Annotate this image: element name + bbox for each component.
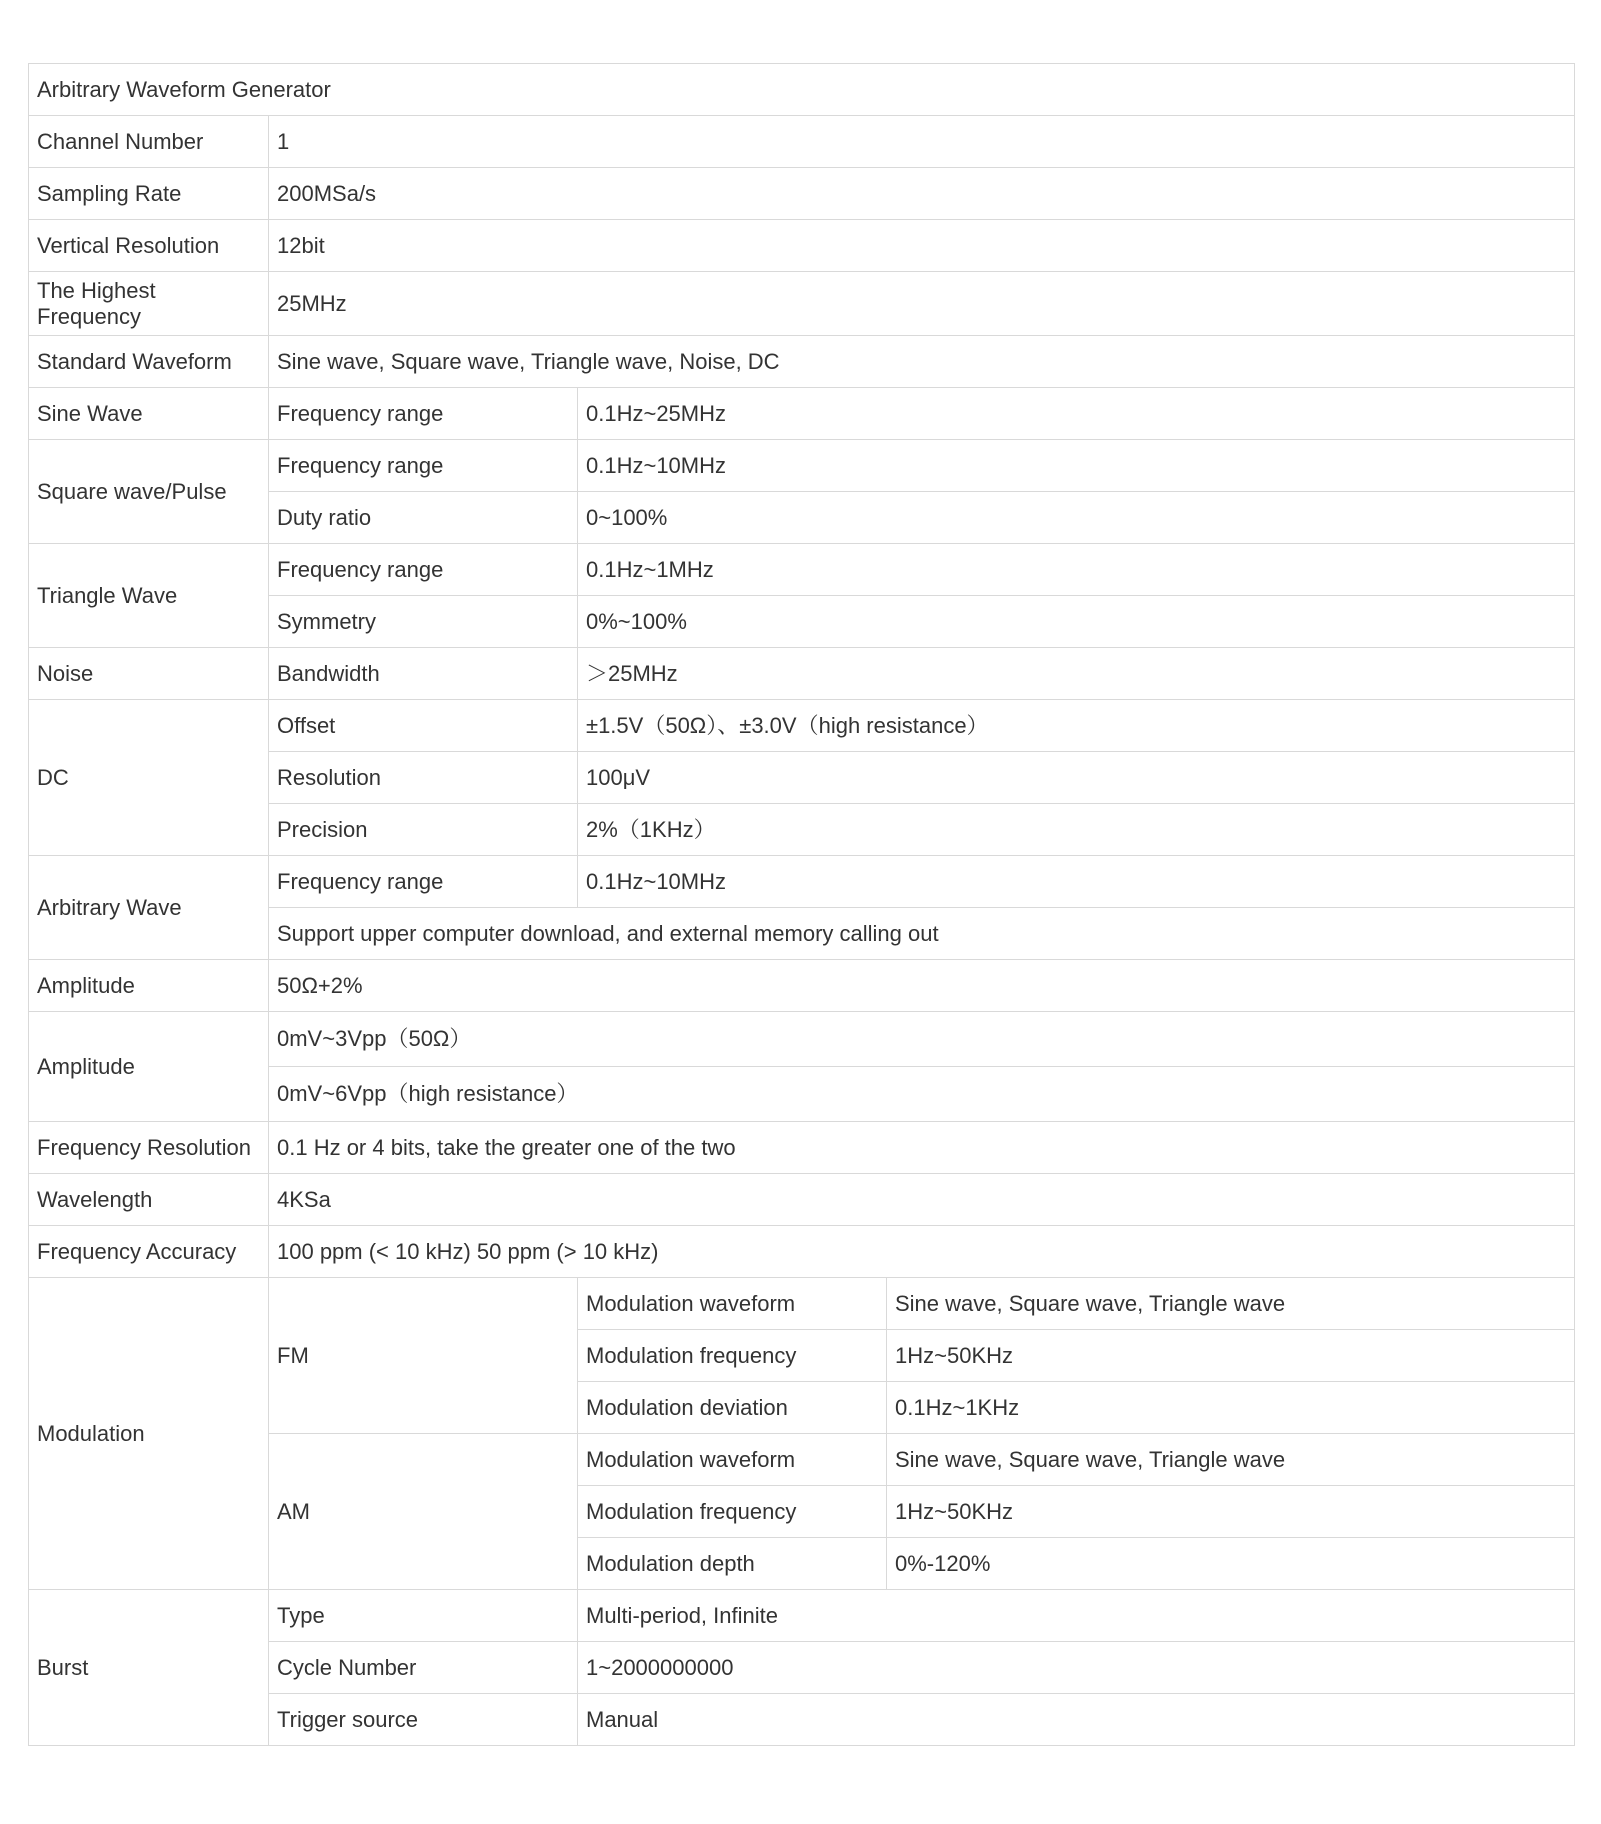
row-value: 0.1 Hz or 4 bits, take the greater one of the two (269, 1122, 1575, 1174)
param-name: Modulation waveform (578, 1278, 887, 1330)
row-value: 200MSa/s (269, 168, 1575, 220)
param-value: 0.1Hz~1MHz (578, 544, 1575, 596)
spec-table (28, 63, 1575, 1746)
param-name: Offset (269, 700, 578, 752)
row-value: 50Ω+2% (269, 960, 1575, 1012)
param-name: Precision (269, 804, 578, 856)
table-row (29, 1590, 1575, 1642)
table-row (29, 1012, 1575, 1067)
row-label: Burst (29, 1590, 269, 1746)
row-value: 12bit (269, 220, 1575, 272)
row-label: Amplitude (29, 960, 269, 1012)
param-value: 0.1Hz~10MHz (578, 440, 1575, 492)
row-label: Square wave/Pulse (29, 440, 269, 544)
param-name: Modulation waveform (578, 1434, 887, 1486)
param-value: 1Hz~50KHz (887, 1330, 1575, 1382)
param-name: Frequency range (269, 544, 578, 596)
param-value: 100μV (578, 752, 1575, 804)
row-label: DC (29, 700, 269, 856)
table-row (29, 700, 1575, 752)
row-label: Frequency Accuracy (29, 1226, 269, 1278)
param-value: Sine wave, Square wave, Triangle wave (887, 1278, 1575, 1330)
param-value: 0%-120% (887, 1538, 1575, 1590)
table-row (29, 336, 1575, 388)
row-label: Wavelength (29, 1174, 269, 1226)
table-row (29, 1278, 1575, 1330)
row-value: 0mV~3Vpp（50Ω） (269, 1012, 1575, 1067)
table-title: Arbitrary Waveform Generator (29, 64, 1575, 116)
row-value: 100 ppm (< 10 kHz) 50 ppm (> 10 kHz) (269, 1226, 1575, 1278)
param-name: Cycle Number (269, 1642, 578, 1694)
param-value: ＞25MHz (578, 648, 1575, 700)
row-label: Sampling Rate (29, 168, 269, 220)
row-note: Support upper computer download, and external memory calling out (269, 908, 1575, 960)
table-row (29, 272, 1575, 336)
param-value: 2%（1KHz） (578, 804, 1575, 856)
param-value: 0.1Hz~10MHz (578, 856, 1575, 908)
param-name: Trigger source (269, 1694, 578, 1746)
table-row (29, 544, 1575, 596)
table-row (29, 648, 1575, 700)
table-row (29, 960, 1575, 1012)
row-label: Frequency Resolution (29, 1122, 269, 1174)
param-name: Type (269, 1590, 578, 1642)
param-name: Frequency range (269, 388, 578, 440)
row-label: Sine Wave (29, 388, 269, 440)
param-name: Symmetry (269, 596, 578, 648)
row-value: 0mV~6Vpp（high resistance） (269, 1067, 1575, 1122)
param-value: 0.1Hz~1KHz (887, 1382, 1575, 1434)
param-value: ±1.5V（50Ω）、±3.0V（high resistance） (578, 700, 1575, 752)
row-label: Modulation (29, 1278, 269, 1590)
table-row (29, 440, 1575, 492)
param-value: Sine wave, Square wave, Triangle wave (887, 1434, 1575, 1486)
param-value: 1~2000000000 (578, 1642, 1575, 1694)
table-row (29, 116, 1575, 168)
row-label: Amplitude (29, 1012, 269, 1122)
row-label: Triangle Wave (29, 544, 269, 648)
param-name: Duty ratio (269, 492, 578, 544)
param-name: Frequency range (269, 856, 578, 908)
table-row (29, 64, 1575, 116)
row-label: Channel Number (29, 116, 269, 168)
sub-label: AM (269, 1434, 578, 1590)
row-value: 25MHz (269, 272, 1575, 336)
param-name: Frequency range (269, 440, 578, 492)
param-name: Modulation frequency (578, 1330, 887, 1382)
table-row (29, 388, 1575, 440)
row-value: 1 (269, 116, 1575, 168)
table-row (29, 168, 1575, 220)
row-label: Noise (29, 648, 269, 700)
row-label: The Highest Frequency (29, 272, 269, 336)
row-label: Arbitrary Wave (29, 856, 269, 960)
param-name: Modulation deviation (578, 1382, 887, 1434)
param-name: Modulation frequency (578, 1486, 887, 1538)
param-value: 0.1Hz~25MHz (578, 388, 1575, 440)
table-row (29, 856, 1575, 908)
param-name: Bandwidth (269, 648, 578, 700)
param-value: Multi-period, Infinite (578, 1590, 1575, 1642)
param-name: Modulation depth (578, 1538, 887, 1590)
param-value: 0~100% (578, 492, 1575, 544)
table-row (29, 1122, 1575, 1174)
sub-label: FM (269, 1278, 578, 1434)
table-row (29, 1174, 1575, 1226)
param-value: Manual (578, 1694, 1575, 1746)
row-label: Standard Waveform (29, 336, 269, 388)
row-label: Vertical Resolution (29, 220, 269, 272)
row-value: Sine wave, Square wave, Triangle wave, Noise, DC (269, 336, 1575, 388)
param-name: Resolution (269, 752, 578, 804)
table-row (29, 220, 1575, 272)
table-row (29, 1226, 1575, 1278)
param-value: 1Hz~50KHz (887, 1486, 1575, 1538)
param-value: 0%~100% (578, 596, 1575, 648)
row-value: 4KSa (269, 1174, 1575, 1226)
